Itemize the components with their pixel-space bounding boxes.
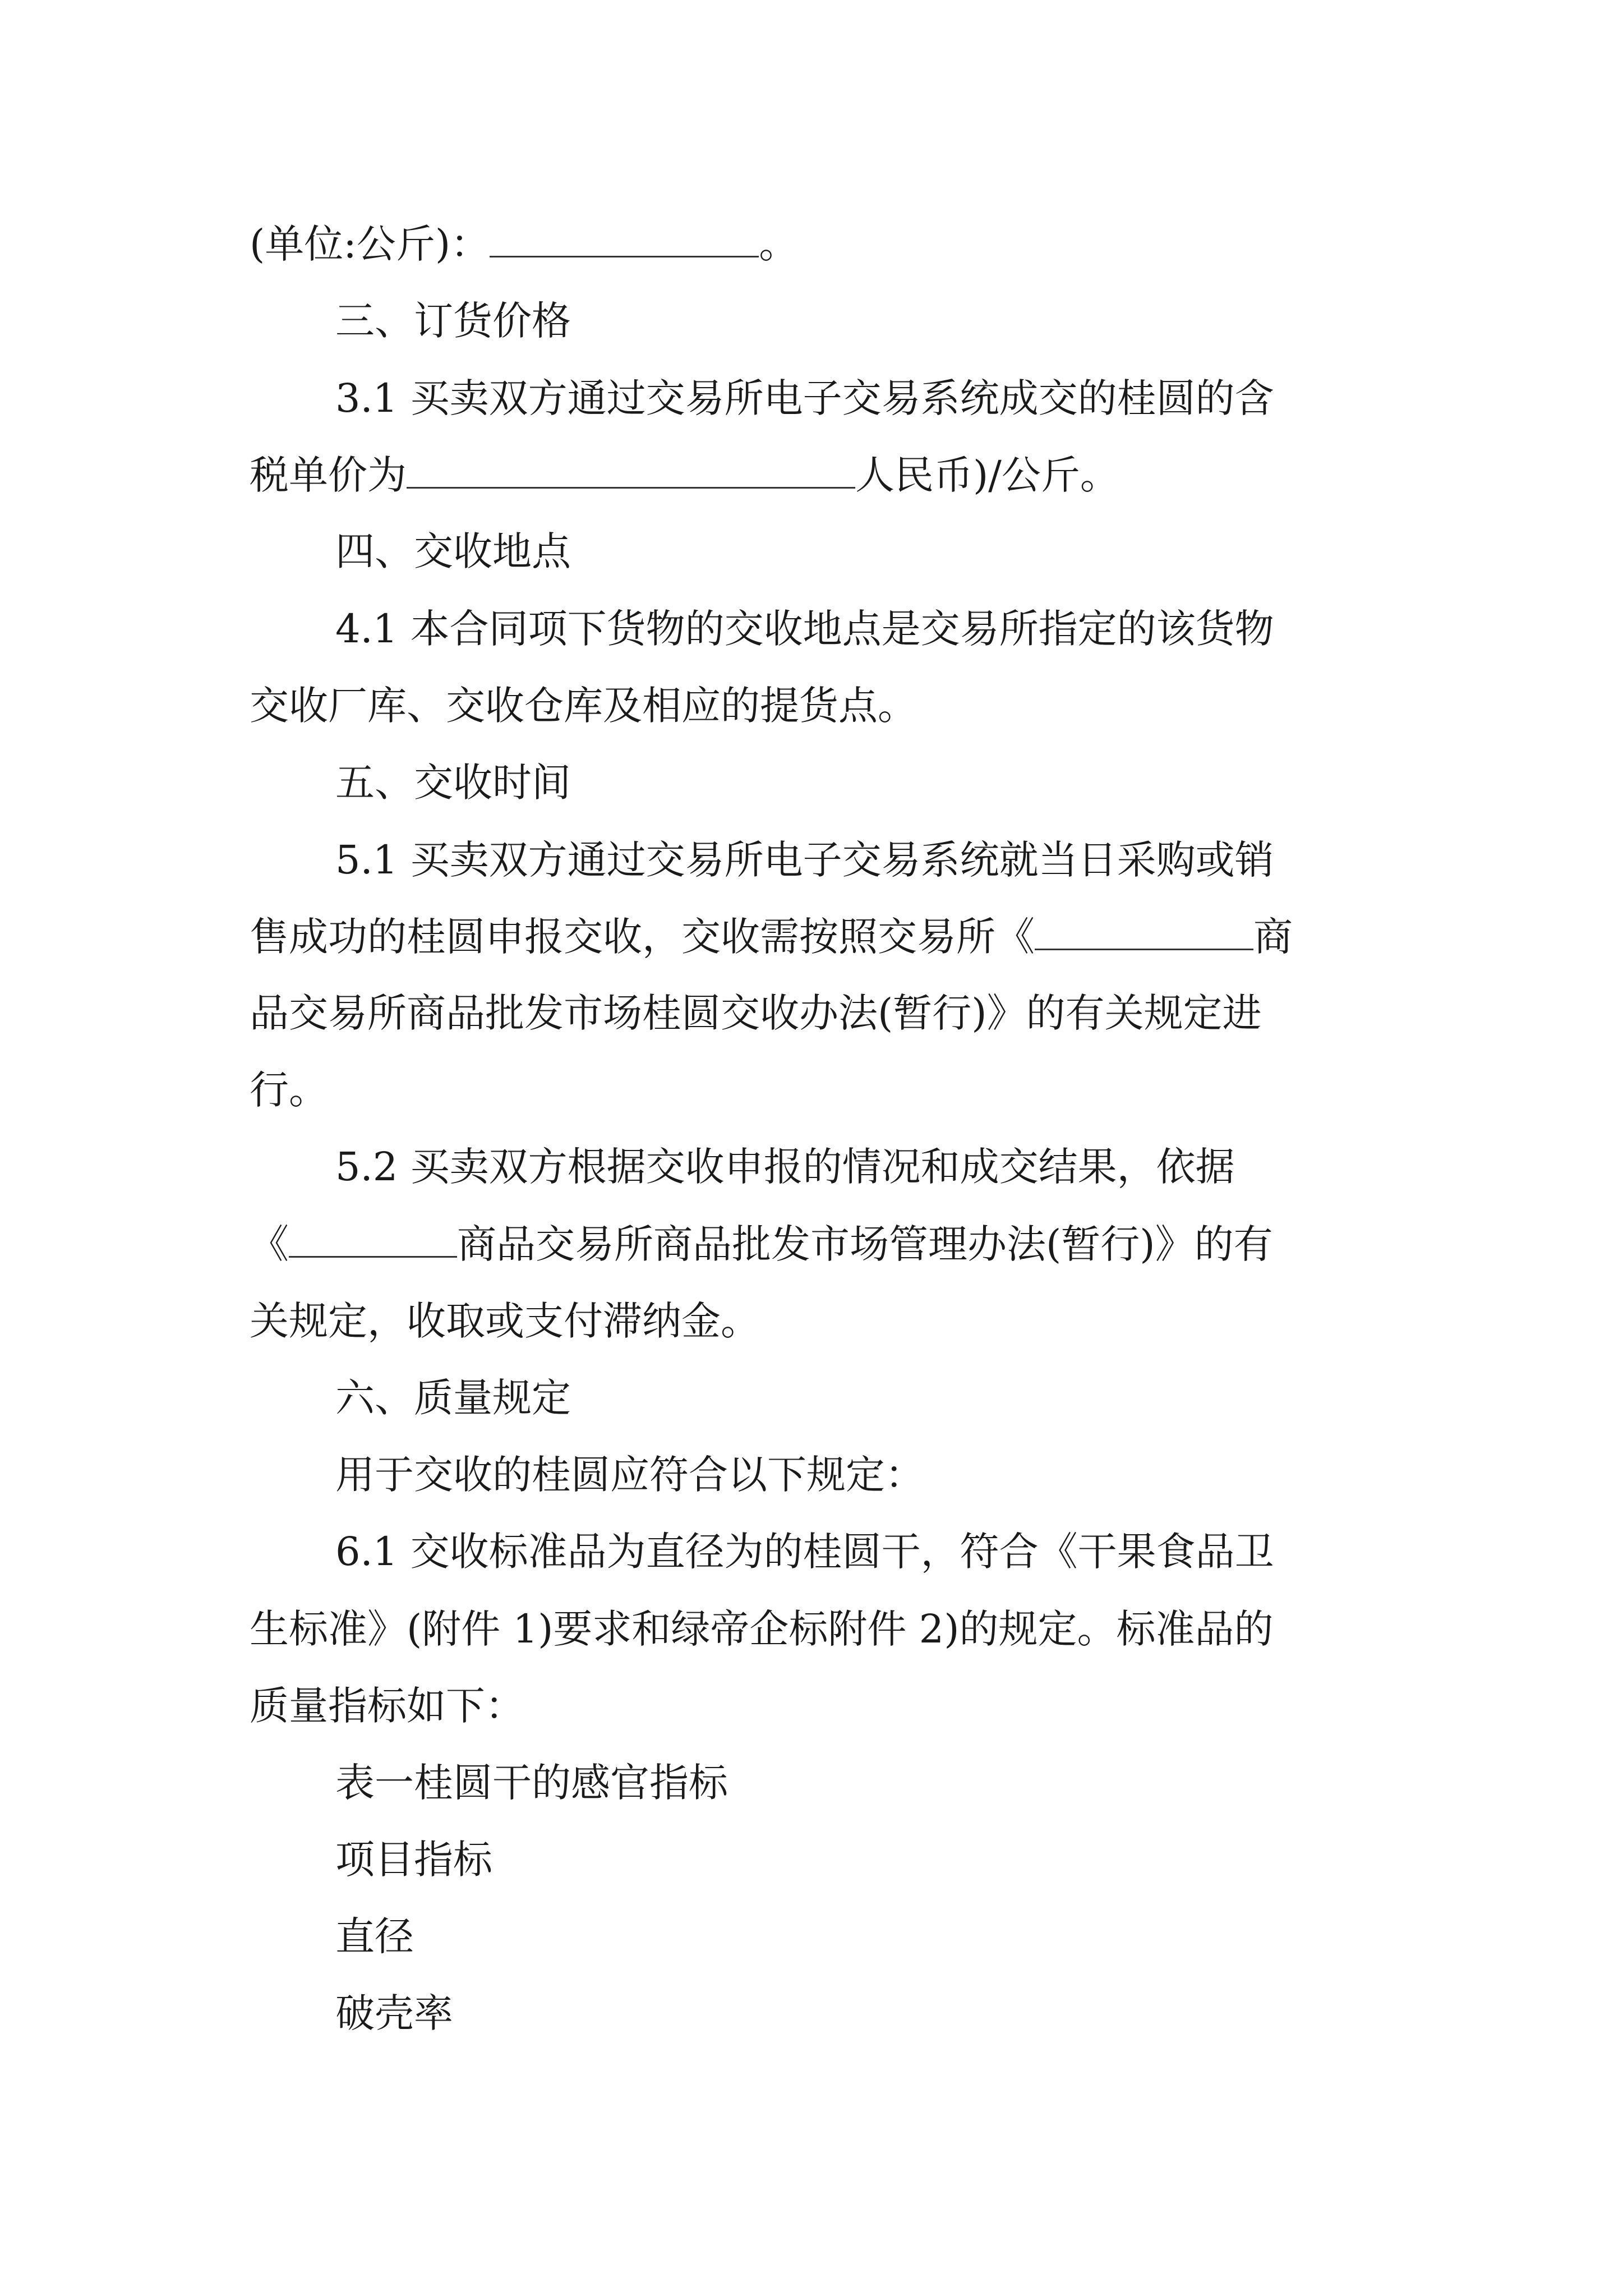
- text-fragment: 商品交易所商品批发市场管理办法(暂行)》的有: [457, 1221, 1273, 1267]
- blank-field: [1035, 914, 1253, 950]
- text-unit-label: (单位:公斤)：: [250, 221, 490, 267]
- paragraph-line: 交收厂库、交收仓库及相应的提货点。: [250, 683, 917, 729]
- text-period: 。: [759, 221, 799, 267]
- paragraph-line: 关规定，收取或支付滞纳金。: [250, 1298, 760, 1344]
- paragraph-line: 5.2 买卖双方根据交收申报的情况和成交结果，依据: [335, 1144, 1235, 1190]
- unit-line: [250, 213, 1394, 275]
- table-row-label: 破壳率: [335, 1990, 453, 2036]
- text-price-unit: 人民币)/公斤。: [855, 452, 1119, 498]
- paragraph-line: 生标准》(附件 1)要求和绿帝企标附件 2)的规定。标准品的: [250, 1606, 1274, 1652]
- text-fragment: 售成功的桂圆申报交收，交收需按照交易所《: [250, 914, 1035, 960]
- paragraph-line: 6.1 交收标准品为直径为的桂圆干，符合《干果食品卫: [335, 1529, 1274, 1575]
- paragraph-line: 5.1 买卖双方通过交易所电子交易系统就当日采购或销: [335, 837, 1274, 883]
- section-heading: 六、质量规定: [335, 1375, 571, 1421]
- paragraph-line: 品交易所商品批发市场桂圆交收办法(暂行)》的有关规定进: [250, 990, 1262, 1036]
- blank-field: [490, 221, 759, 257]
- section-heading: 五、交收时间: [335, 760, 571, 806]
- table-row-label: 直径: [335, 1913, 414, 1959]
- paragraph-line: 质量指标如下：: [250, 1683, 524, 1729]
- section-heading: 三、订货价格: [335, 298, 571, 344]
- text-fragment: 商: [1253, 914, 1293, 960]
- section-heading: 四、交收地点: [335, 528, 571, 574]
- paragraph-line: [250, 1213, 1394, 1275]
- paragraph-line: 4.1 本合同项下货物的交收地点是交易所指定的该货物: [335, 606, 1274, 652]
- table-title: 表一桂圆干的感官指标: [335, 1760, 728, 1806]
- price-line: [250, 444, 1394, 506]
- blank-field: [407, 452, 855, 489]
- paragraph-line: 3.1 买卖双方通过交易所电子交易系统成交的桂圆的含: [335, 375, 1274, 421]
- paragraph-line: 用于交收的桂圆应符合以下规定：: [335, 1452, 924, 1498]
- paragraph-line: [250, 906, 1394, 968]
- text-fragment: 《: [250, 1221, 289, 1267]
- table-row-label: 项目指标: [335, 1837, 492, 1883]
- blank-field: [289, 1221, 457, 1258]
- text-price-label: 税单价为: [250, 452, 407, 498]
- paragraph-line: 行。: [250, 1067, 328, 1113]
